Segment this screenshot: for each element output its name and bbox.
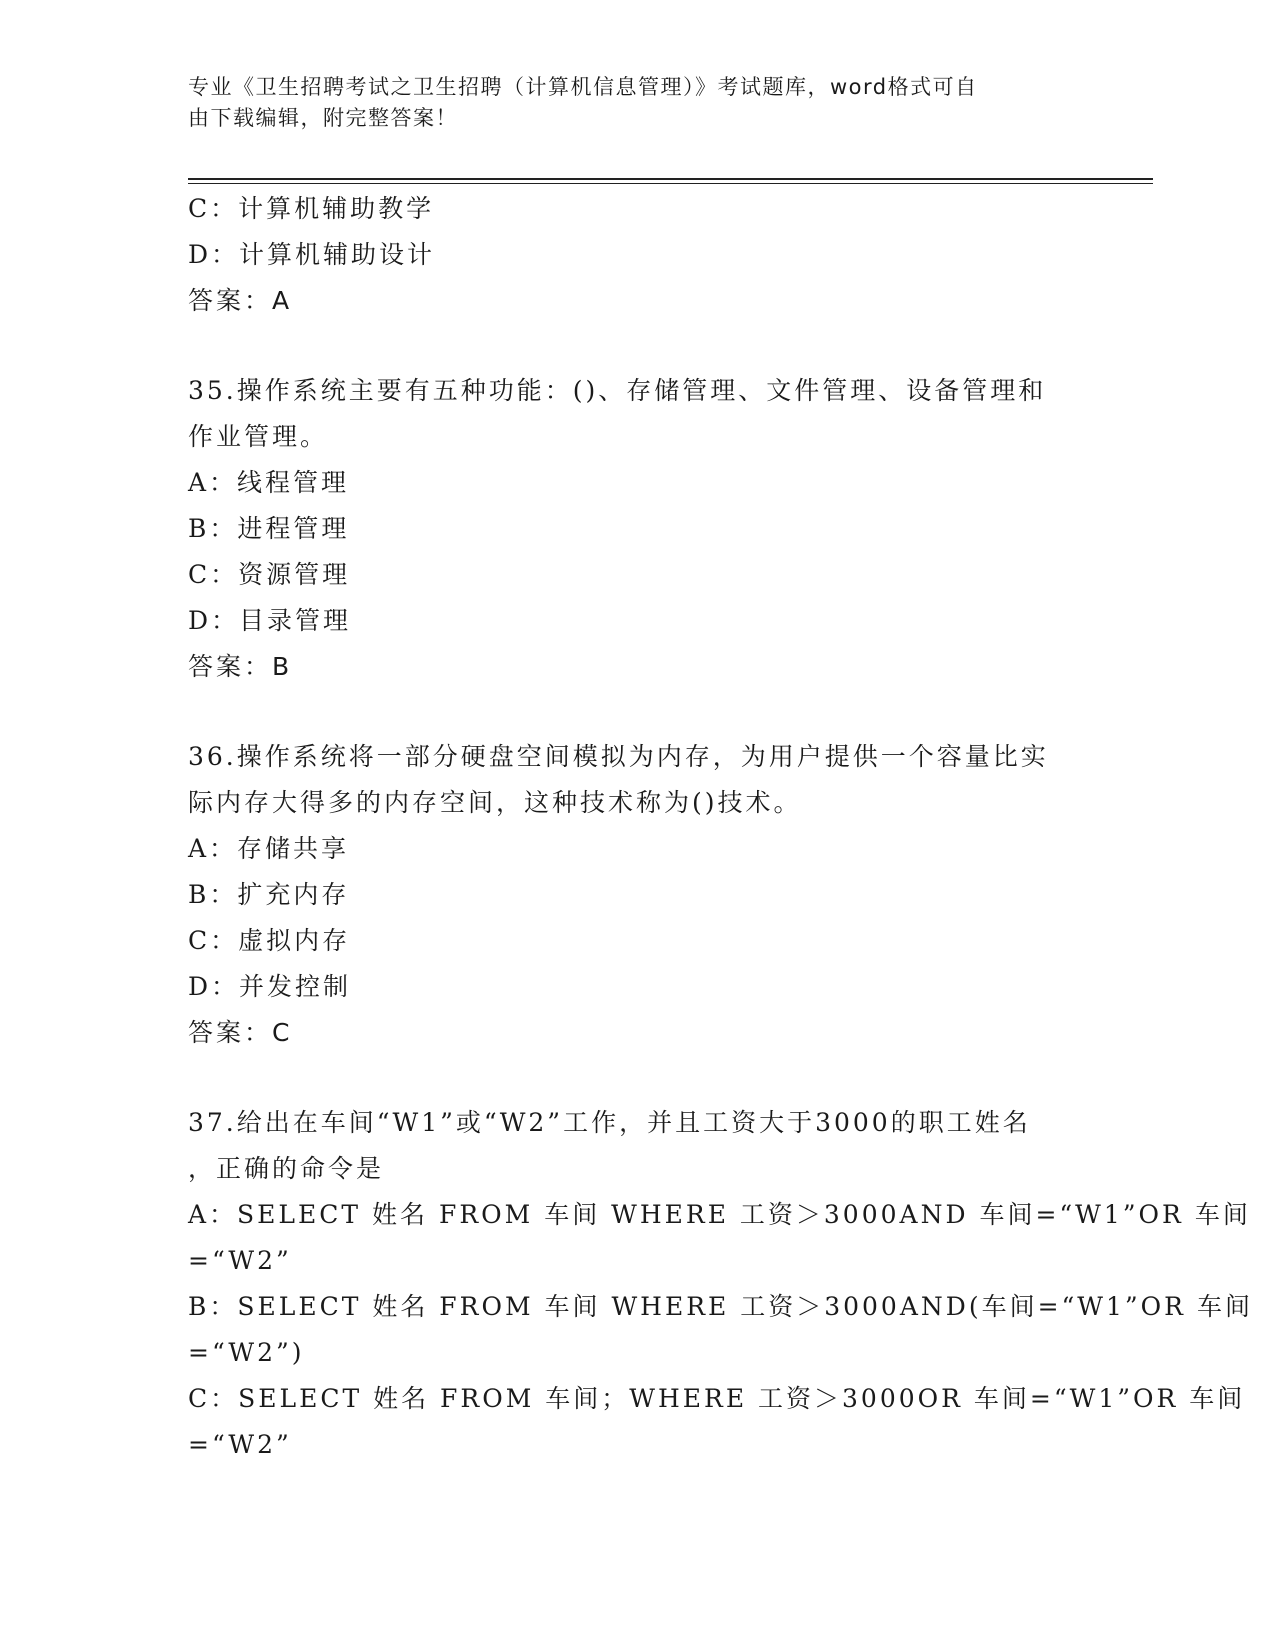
option-d: D：计算机辅助设计 (188, 240, 436, 269)
question-stem-line-2: ，正确的命令是 (188, 1154, 385, 1183)
question-gap (188, 690, 1088, 734)
question-37 (188, 1100, 1253, 1468)
option-b: B：扩充内存 (188, 880, 350, 909)
answer-label: 答案：C (188, 1018, 293, 1047)
question-stem-line-2: 际内存大得多的内存空间，这种技术称为()技术。 (188, 788, 802, 817)
option-a-line-2: =“W2” (188, 1246, 292, 1275)
header-line-2: 由下载编辑，附完整答案！ (188, 106, 458, 130)
question-34 (188, 186, 1088, 324)
header-divider (188, 178, 1153, 184)
option-c: C：虚拟内存 (188, 926, 351, 955)
question-gap (188, 1056, 1088, 1100)
document-header (188, 72, 1068, 134)
answer-label: 答案：A (188, 286, 293, 315)
answer-label: 答案：B (188, 652, 293, 681)
option-a-line-1: A：SELECT 姓名 FROM 车间 WHERE 工资＞3000AND 车间=“W1”OR 车间 (188, 1200, 1251, 1229)
option-c-line-2: =“W2” (188, 1430, 292, 1459)
option-a: A：存储共享 (188, 834, 350, 863)
option-c: C：资源管理 (188, 560, 351, 589)
option-d: D：目录管理 (188, 606, 352, 635)
question-list (188, 186, 1253, 1468)
question-stem-line-1: 36.操作系统将一部分硬盘空间模拟为内存，为用户提供一个容量比实 (188, 742, 1049, 771)
question-stem-line-2: 作业管理。 (188, 422, 329, 451)
question-35 (188, 368, 1088, 690)
question-stem-line-1: 35.操作系统主要有五种功能：()、存储管理、文件管理、设备管理和 (188, 376, 1047, 405)
option-d: D：并发控制 (188, 972, 352, 1001)
question-36 (188, 734, 1088, 1056)
option-b-line-2: =“W2”) (188, 1338, 305, 1367)
option-b-line-1: B：SELECT 姓名 FROM 车间 WHERE 工资＞3000AND(车间=“W1”OR 车间 (188, 1292, 1253, 1321)
question-stem-line-1: 37.给出在车间“W1”或“W2”工作，并且工资大于3000的职工姓名 (188, 1108, 1031, 1137)
option-b: B：进程管理 (188, 514, 350, 543)
header-line-1: 专业《卫生招聘考试之卫生招聘（计算机信息管理）》考试题库，word格式可自 (188, 75, 978, 99)
question-gap (188, 324, 1088, 368)
option-c-line-1: C：SELECT 姓名 FROM 车间；WHERE 工资＞3000OR 车间=“W1”OR 车间 (188, 1384, 1246, 1413)
option-a: A：线程管理 (188, 468, 350, 497)
option-c: C：计算机辅助教学 (188, 194, 435, 223)
